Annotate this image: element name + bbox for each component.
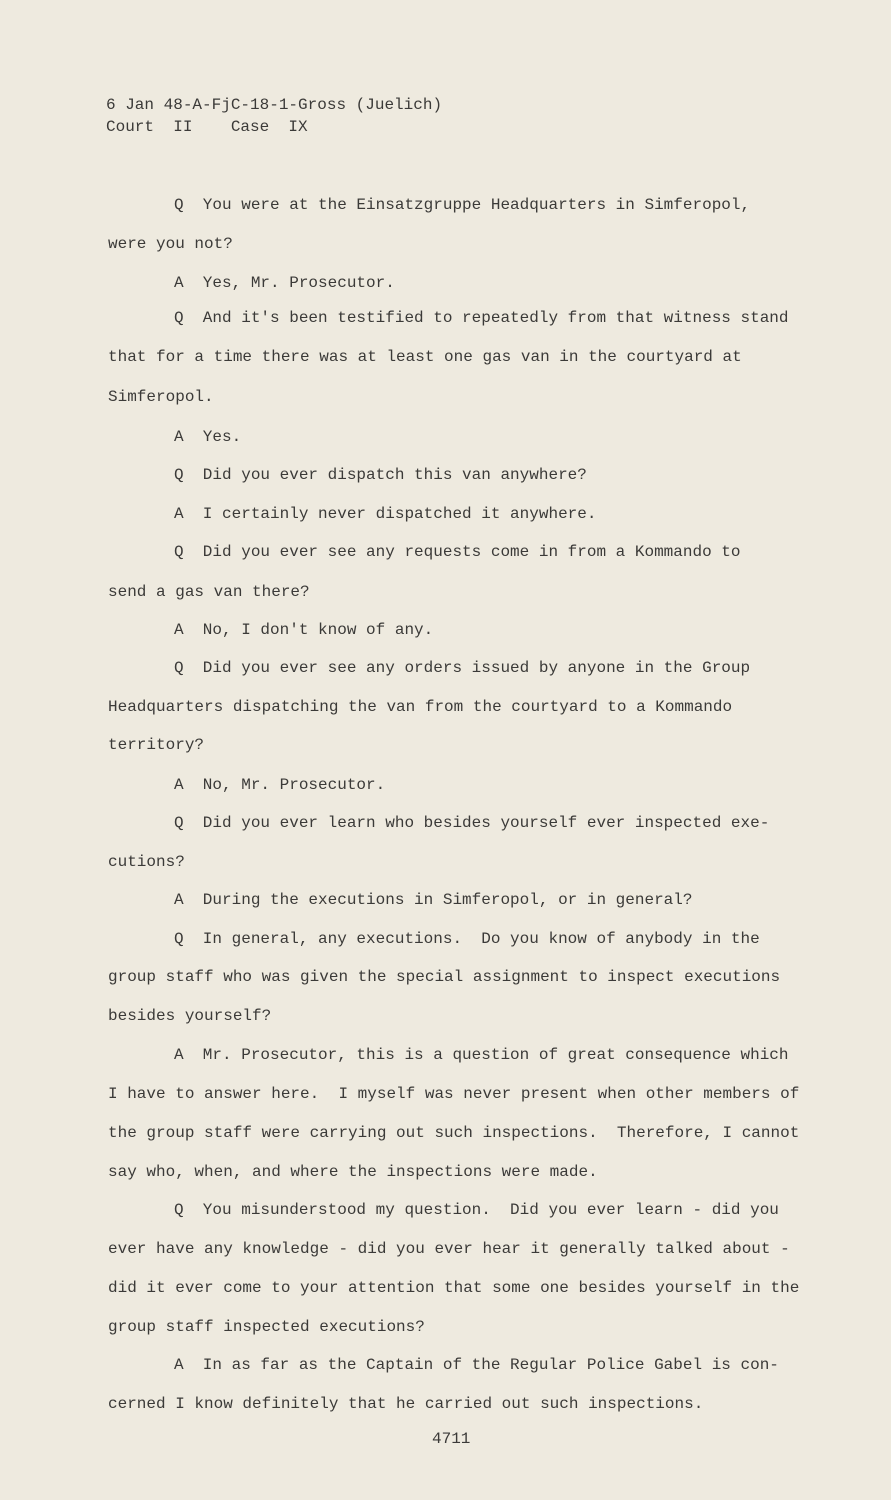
- transcript-line: group staff inspected executions?: [108, 1318, 425, 1336]
- transcript-line: A Yes, Mr. Prosecutor.: [174, 274, 395, 292]
- transcript-line: send a gas van there?: [108, 583, 310, 601]
- transcript-line: territory?: [108, 736, 205, 754]
- transcript-line: did it ever come to your attention that some one besides yourself in the: [108, 1279, 800, 1297]
- transcript-line: A No, Mr. Prosecutor.: [174, 776, 386, 794]
- page-number: 4711: [432, 1430, 471, 1448]
- court-case-line: Court II Case IX: [106, 118, 308, 136]
- transcript-line: A During the executions in Simferopol, or in general?: [174, 891, 693, 909]
- transcript-line: that for a time there was at least one gas van in the courtyard at: [108, 348, 742, 366]
- transcript-line: besides yourself?: [108, 1007, 272, 1025]
- transcript-line: the group staff were carrying out such inspections. Therefore, I cannot: [108, 1124, 800, 1142]
- transcript-line: A No, I don't know of any.: [174, 621, 434, 639]
- transcript-line: A In as far as the Captain of the Regular Police Gabel is con-: [174, 1356, 779, 1374]
- transcript-line: A Mr. Prosecutor, this is a question of great consequence which: [174, 1046, 789, 1064]
- transcript-line: Q Did you ever see any orders issued by anyone in the Group: [174, 659, 751, 677]
- transcript-line: cerned I know definitely that he carried out such inspections.: [108, 1395, 704, 1413]
- transcript-line: Q Did you ever see any requests come in from a Kommando to: [174, 543, 741, 561]
- transcript-line: A I certainly never dispatched it anywhere.: [174, 505, 597, 523]
- transcript-line: Q You were at the Einsatzgruppe Headquarters in Simferopol,: [174, 196, 751, 214]
- transcript-line: Q And it's been testified to repeatedly from that witness stand: [174, 309, 789, 327]
- transcript-line: I have to answer here. I myself was never present when other members of: [108, 1085, 800, 1103]
- transcript-line: Headquarters dispatching the van from the courtyard to a Kommando: [108, 698, 733, 716]
- transcript-line: Q Did you ever learn who besides yourself ever inspected exe-: [174, 814, 770, 832]
- transcript-line: group staff who was given the special assignment to inspect executions: [108, 968, 781, 986]
- transcript-line: Simferopol.: [108, 388, 214, 406]
- transcript-line: say who, when, and where the inspections were made.: [108, 1163, 598, 1181]
- transcript-line: A Yes.: [174, 428, 242, 446]
- transcript-line: Q You misunderstood my question. Did you ever learn - did you: [174, 1201, 779, 1219]
- transcript-line: were you not?: [108, 235, 233, 253]
- transcript-line: ever have any knowledge - did you ever hear it generally talked about -: [108, 1240, 790, 1258]
- document-reference-line: 6 Jan 48-A-FjC-18-1-Gross (Juelich): [106, 96, 443, 114]
- transcript-line: Q In general, any executions. Do you know of anybody in the: [174, 930, 760, 948]
- transcript-line: Q Did you ever dispatch this van anywhere?: [174, 466, 587, 484]
- transcript-line: cutions?: [108, 853, 185, 871]
